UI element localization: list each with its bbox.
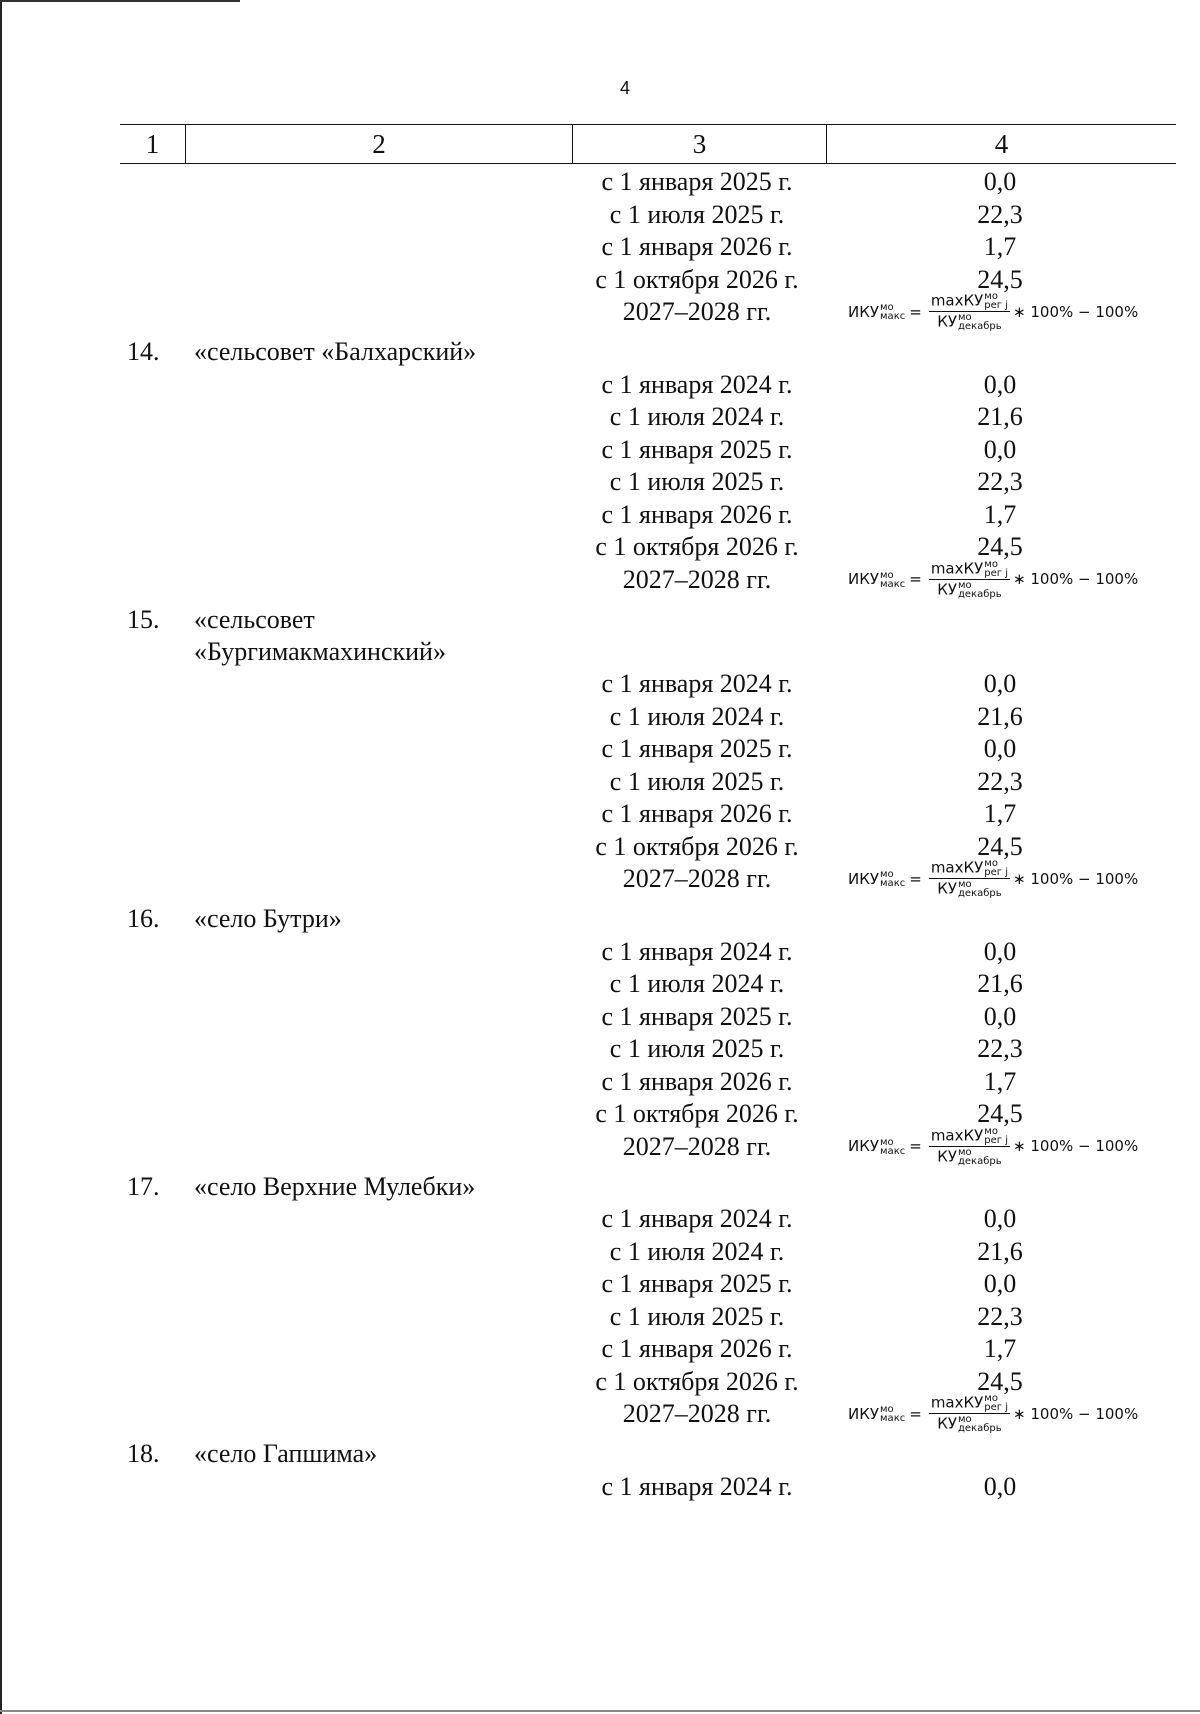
entry-title-row bbox=[0, 1438, 1200, 1471]
value-cell: 0,0 bbox=[983, 167, 1017, 196]
value-cell: 21,6 bbox=[977, 969, 1023, 998]
header-col-4: 4 bbox=[826, 125, 1176, 163]
table-row-formula bbox=[0, 1125, 1200, 1171]
scan-edge-top bbox=[0, 0, 240, 2]
formula-tail: ∗ 100% − 100% bbox=[1013, 302, 1139, 321]
period-cell: с 1 июля 2024 г. bbox=[609, 969, 785, 998]
period-cell: с 1 января 2025 г. bbox=[601, 734, 793, 763]
formula-tail: ∗ 100% − 100% bbox=[1013, 1137, 1139, 1155]
entry-name: «село Гапшима» bbox=[194, 1439, 378, 1468]
entry-title-row-cont bbox=[0, 636, 1200, 668]
value-cell: 0,0 bbox=[983, 1471, 1017, 1501]
value-cell: 22,3 bbox=[977, 199, 1023, 229]
table-row-formula bbox=[0, 291, 1200, 336]
value-cell: 1,7 bbox=[983, 232, 1017, 261]
table-header bbox=[120, 124, 1176, 164]
formula-numerator: maxКУ мо рег j bbox=[930, 858, 1009, 878]
period-cell: с 1 января 2024 г. bbox=[601, 1204, 793, 1233]
formula-numerator: maxКУ мо рег j bbox=[930, 1125, 1009, 1146]
period-cell: с 1 января 2024 г. bbox=[601, 936, 793, 966]
table-row bbox=[0, 701, 1200, 734]
formula-denominator: КУ мо декабрь bbox=[937, 879, 1002, 899]
value-cell: 0,0 bbox=[983, 1204, 1017, 1233]
table-row bbox=[0, 733, 1200, 766]
value-cell: 21,6 bbox=[977, 402, 1023, 431]
formula-fraction bbox=[929, 560, 1010, 599]
period-cell: с 1 июля 2025 г. bbox=[609, 199, 785, 229]
table-row bbox=[0, 798, 1200, 831]
entry-title-row bbox=[0, 604, 1200, 637]
formula-equals: = bbox=[909, 1404, 922, 1423]
formula bbox=[848, 859, 1158, 898]
entry-number: 17. bbox=[127, 1171, 160, 1201]
table-row bbox=[0, 199, 1200, 232]
period-cell: с 1 июля 2024 г. bbox=[609, 1236, 785, 1266]
period-cell: с 1 октября 2026 г. bbox=[595, 831, 799, 861]
table-row bbox=[0, 499, 1200, 532]
value-cell: 24,5 bbox=[977, 1366, 1023, 1396]
period-cell: с 1 июля 2024 г. bbox=[609, 402, 785, 431]
period-cell: с 1 января 2025 г. bbox=[601, 1269, 793, 1298]
formula-lhs: ИКУ мо макс bbox=[848, 869, 906, 889]
period-cell: с 1 января 2025 г. bbox=[601, 167, 793, 196]
period-cell: с 1 октября 2026 г. bbox=[595, 532, 799, 561]
formula-equals: = bbox=[909, 1137, 922, 1155]
formula-fraction bbox=[929, 292, 1010, 331]
value-cell: 0,0 bbox=[983, 1269, 1017, 1298]
value-cell: 0,0 bbox=[983, 936, 1017, 966]
formula-numerator: maxКУ мо рег j bbox=[930, 291, 1009, 311]
formula-fraction bbox=[929, 1127, 1010, 1166]
header-col-3: 3 bbox=[572, 125, 826, 163]
table-row bbox=[0, 766, 1200, 799]
formula-denominator: КУ мо декабрь bbox=[937, 1146, 1002, 1167]
value-cell: 22,3 bbox=[977, 766, 1023, 796]
period-cell: с 1 января 2024 г. bbox=[601, 1471, 793, 1501]
period-cell: с 1 октября 2026 г. bbox=[595, 1366, 799, 1396]
table-row bbox=[0, 1033, 1200, 1066]
value-cell: 22,3 bbox=[977, 1301, 1023, 1331]
value-cell: 24,5 bbox=[977, 1099, 1023, 1128]
formula-denominator: КУ мо декабрь bbox=[937, 579, 1002, 600]
value-cell: 0,0 bbox=[983, 434, 1017, 464]
table-row bbox=[0, 434, 1200, 467]
header-col-1: 1 bbox=[145, 128, 160, 159]
value-cell: 1,7 bbox=[983, 1334, 1017, 1363]
period-cell: 2027–2028 гг. bbox=[622, 1131, 772, 1161]
period-cell: с 1 января 2026 г. bbox=[601, 1066, 793, 1096]
period-cell: с 1 июля 2025 г. bbox=[609, 1301, 785, 1331]
period-cell: с 1 июля 2025 г. bbox=[609, 467, 785, 496]
entry-number: 18. bbox=[127, 1439, 160, 1468]
entry-number: 16. bbox=[127, 904, 160, 933]
period-cell: с 1 января 2024 г. bbox=[601, 669, 793, 698]
formula-equals: = bbox=[909, 302, 922, 321]
table-body bbox=[0, 166, 1200, 1503]
table-row bbox=[0, 1301, 1200, 1334]
entry-title-row bbox=[0, 1171, 1200, 1204]
formula-lhs: ИКУ мо макс bbox=[848, 302, 906, 322]
entry-name: «Бургимакмахинский» bbox=[194, 637, 446, 666]
table-row bbox=[0, 668, 1200, 701]
entry-title-row bbox=[0, 903, 1200, 936]
table-row-formula bbox=[0, 558, 1200, 604]
period-cell: с 1 июля 2025 г. bbox=[609, 1034, 785, 1063]
formula-lhs: ИКУ мо макс bbox=[848, 1404, 906, 1424]
table-row bbox=[0, 1236, 1200, 1269]
formula bbox=[848, 560, 1158, 599]
entry-number: 15. bbox=[127, 604, 160, 634]
value-cell: 21,6 bbox=[977, 701, 1023, 731]
table-row bbox=[0, 1203, 1200, 1236]
period-cell: с 1 января 2026 г. bbox=[601, 232, 793, 261]
page-number: 4 bbox=[619, 78, 630, 98]
value-cell: 1,7 bbox=[983, 1066, 1017, 1096]
period-cell: 2027–2028 гг. bbox=[622, 864, 772, 893]
period-cell: с 1 января 2024 г. bbox=[601, 369, 793, 399]
value-cell: 0,0 bbox=[983, 369, 1017, 399]
scan-edge-bottom bbox=[0, 1710, 1200, 1712]
period-cell: с 1 января 2026 г. bbox=[601, 499, 793, 529]
table-row bbox=[0, 369, 1200, 402]
table-row bbox=[0, 166, 1200, 199]
value-cell: 24,5 bbox=[977, 532, 1023, 561]
value-cell: 22,3 bbox=[977, 467, 1023, 496]
period-cell: с 1 января 2025 г. bbox=[601, 1001, 793, 1031]
formula-numerator: maxКУ мо рег j bbox=[930, 558, 1009, 579]
formula-fraction bbox=[929, 859, 1010, 898]
formula-tail: ∗ 100% − 100% bbox=[1013, 869, 1139, 888]
table-row bbox=[0, 1066, 1200, 1099]
table-row bbox=[0, 1268, 1200, 1301]
table-row bbox=[0, 1333, 1200, 1366]
entry-name: «село Верхние Мулебки» bbox=[194, 1171, 476, 1201]
entry-name: «село Бутри» bbox=[194, 904, 342, 933]
header-col-2: 2 bbox=[185, 125, 572, 163]
period-cell: 2027–2028 гг. bbox=[622, 1399, 772, 1428]
period-cell: с 1 июля 2025 г. bbox=[609, 766, 785, 796]
table-row bbox=[0, 231, 1200, 264]
value-cell: 0,0 bbox=[983, 1001, 1017, 1031]
formula-tail: ∗ 100% − 100% bbox=[1013, 570, 1139, 588]
value-cell: 0,0 bbox=[983, 734, 1017, 763]
entry-name: «сельсовет bbox=[194, 604, 315, 634]
table-row bbox=[0, 466, 1200, 499]
period-cell: 2027–2028 гг. bbox=[622, 297, 772, 326]
formula bbox=[848, 292, 1158, 331]
table-row bbox=[0, 936, 1200, 969]
period-cell: с 1 января 2026 г. bbox=[601, 799, 793, 828]
formula-lhs: ИКУ мо макс bbox=[848, 569, 906, 590]
entry-name: «сельсовет «Балхарский» bbox=[194, 337, 477, 366]
value-cell: 24,5 bbox=[977, 831, 1023, 861]
entry-title-row bbox=[0, 336, 1200, 369]
formula-numerator: maxКУ мо рег j bbox=[930, 1393, 1009, 1413]
value-cell: 0,0 bbox=[983, 669, 1017, 698]
formula-equals: = bbox=[909, 869, 922, 888]
table-row bbox=[0, 1471, 1200, 1504]
entry-number: 14. bbox=[127, 337, 160, 366]
formula bbox=[848, 1127, 1158, 1166]
value-cell: 24,5 bbox=[977, 264, 1023, 294]
period-cell: с 1 октября 2026 г. bbox=[595, 264, 799, 294]
table-row bbox=[0, 401, 1200, 434]
formula bbox=[848, 1394, 1158, 1433]
formula-equals: = bbox=[909, 570, 922, 588]
value-cell: 1,7 bbox=[983, 499, 1017, 529]
table-row-formula bbox=[0, 858, 1200, 903]
formula-lhs: ИКУ мо макс bbox=[848, 1136, 906, 1157]
table-row bbox=[0, 968, 1200, 1001]
period-cell: 2027–2028 гг. bbox=[622, 564, 772, 594]
formula-tail: ∗ 100% − 100% bbox=[1013, 1404, 1139, 1423]
value-cell: 21,6 bbox=[977, 1236, 1023, 1266]
table-row-formula bbox=[0, 1393, 1200, 1438]
formula-denominator: КУ мо декабрь bbox=[937, 1414, 1002, 1434]
period-cell: с 1 июля 2024 г. bbox=[609, 701, 785, 731]
formula-fraction bbox=[929, 1394, 1010, 1433]
period-cell: с 1 января 2026 г. bbox=[601, 1334, 793, 1363]
table-row bbox=[0, 1001, 1200, 1034]
period-cell: с 1 января 2025 г. bbox=[601, 434, 793, 464]
value-cell: 1,7 bbox=[983, 799, 1017, 828]
period-cell: с 1 октября 2026 г. bbox=[595, 1099, 799, 1128]
formula-denominator: КУ мо декабрь bbox=[937, 312, 1002, 332]
value-cell: 22,3 bbox=[977, 1034, 1023, 1063]
